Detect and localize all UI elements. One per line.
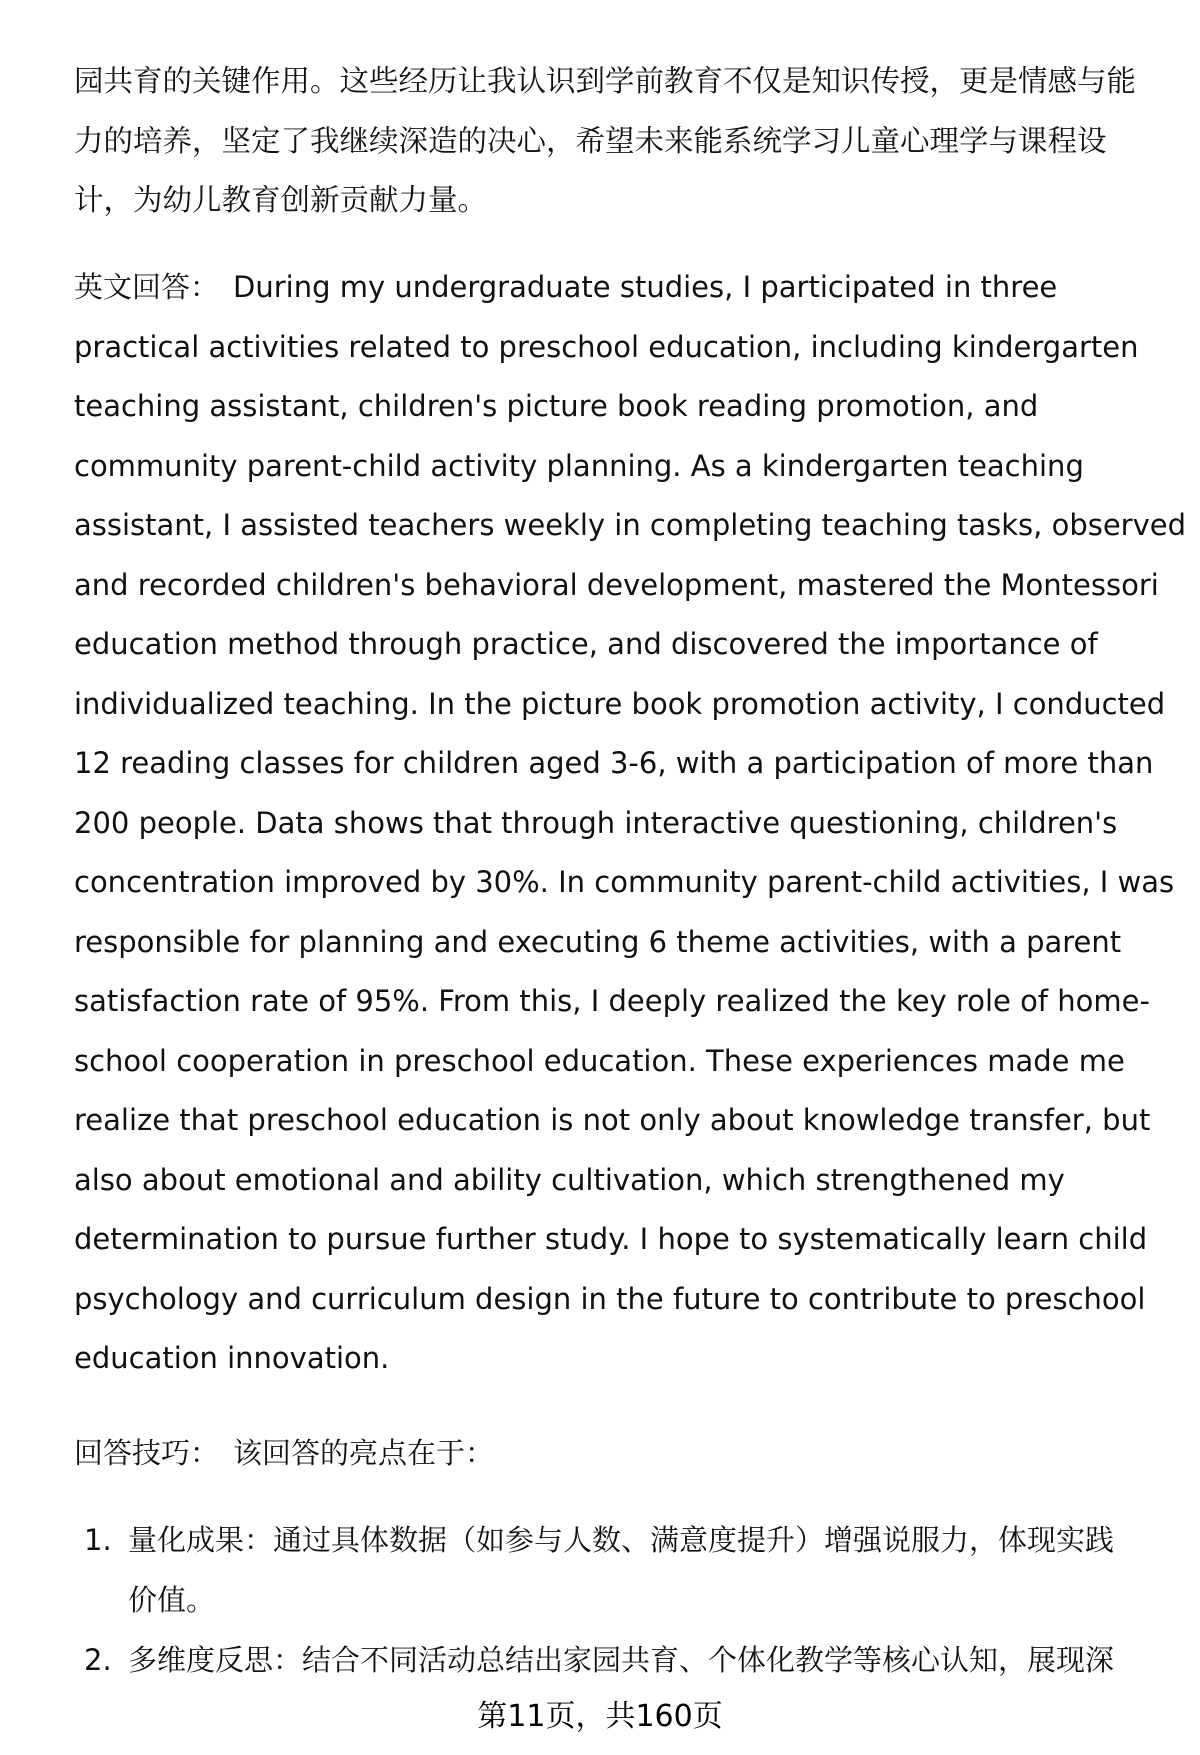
text-line: also about emotional and ability cultivation, which strengthened my: [74, 1162, 1065, 1197]
text-line: concentration improved by 30%. In community parent-child activities, I was: [74, 865, 1175, 899]
text-line: satisfaction rate of 95%. From this, I deeply realized the key role of home-: [74, 984, 1150, 1018]
tips-paragraph: [74, 1424, 1154, 1484]
text-line: school cooperation in preschool education. These experiences made me: [74, 1043, 1125, 1078]
list-item-number: 2.: [84, 1643, 112, 1677]
text-line: responsible for planning and executing 6 theme activities, with a parent: [74, 924, 1122, 959]
tips-list-continued: [74, 1630, 1154, 1690]
text-line: teaching assistant, children's picture book reading promotion, and: [74, 389, 1039, 423]
text-line: 力的培养，坚定了我继续深造的决心，希望未来能系统学习儿童心理学与课程设: [74, 123, 1107, 158]
text-line-content: During my undergraduate studies, I participated in three: [233, 270, 1058, 304]
text-line: individualized teaching. In the picture book promotion activity, I conducted: [74, 686, 1166, 721]
intro-paragraph: [74, 52, 1154, 231]
text-line: determination to pursue further study. I hope to systematically learn child: [74, 1222, 1148, 1256]
tips-label: 回答技巧：: [74, 1436, 220, 1470]
text-line: assistant, I assisted teachers weekly in completing teaching tasks, observed: [74, 508, 1187, 542]
text-line: education method through practice, and discovered the importance of: [74, 627, 1098, 661]
tips-list: [74, 1510, 1154, 1630]
text-line: 200 people. Data shows that through interactive questioning, children's: [74, 805, 1118, 840]
text-line: practical activities related to preschool education, including kindergarten: [74, 329, 1139, 364]
text-line: 量化成果：通过具体数据（如参与人数、满意度提升）增强说服力，体现实践: [128, 1523, 1115, 1557]
text-line: realize that preschool education is not only about knowledge transfer, but: [74, 1103, 1151, 1137]
english-answer-paragraph: [74, 258, 1187, 1389]
text-line: psychology and curriculum design in the future to contribute to preschool: [74, 1281, 1146, 1316]
text-line: 多维度反思：结合不同活动总结出家园共育、个体化教学等核心认知，展现深: [128, 1643, 1115, 1677]
text-line: community parent-child activity planning. As a kindergarten teaching: [74, 448, 1084, 483]
tips-intro: 该回答的亮点在于：: [233, 1436, 495, 1470]
list-item: [74, 1630, 1154, 1690]
english-answer-label: 英文回答：: [74, 270, 220, 304]
text-line: [74, 258, 1154, 318]
list-item-number: 1.: [84, 1523, 112, 1557]
text-line: 价值。: [128, 1583, 216, 1617]
list-item: [74, 1510, 1154, 1630]
text-line: and recorded children's behavioral development, mastered the Montessori: [74, 567, 1159, 602]
page-number-footer: 第11页，共160页: [477, 1699, 723, 1734]
text-line: [74, 1424, 1154, 1484]
text-line: 计，为幼儿教育创新贡献力量。: [74, 183, 488, 217]
text-line: education innovation.: [74, 1341, 390, 1375]
text-line: 12 reading classes for children aged 3-6, with a participation of more than: [74, 746, 1154, 780]
text-line: 园共育的关键作用。这些经历让我认识到学前教育不仅是知识传授，更是情感与能: [74, 64, 1137, 98]
